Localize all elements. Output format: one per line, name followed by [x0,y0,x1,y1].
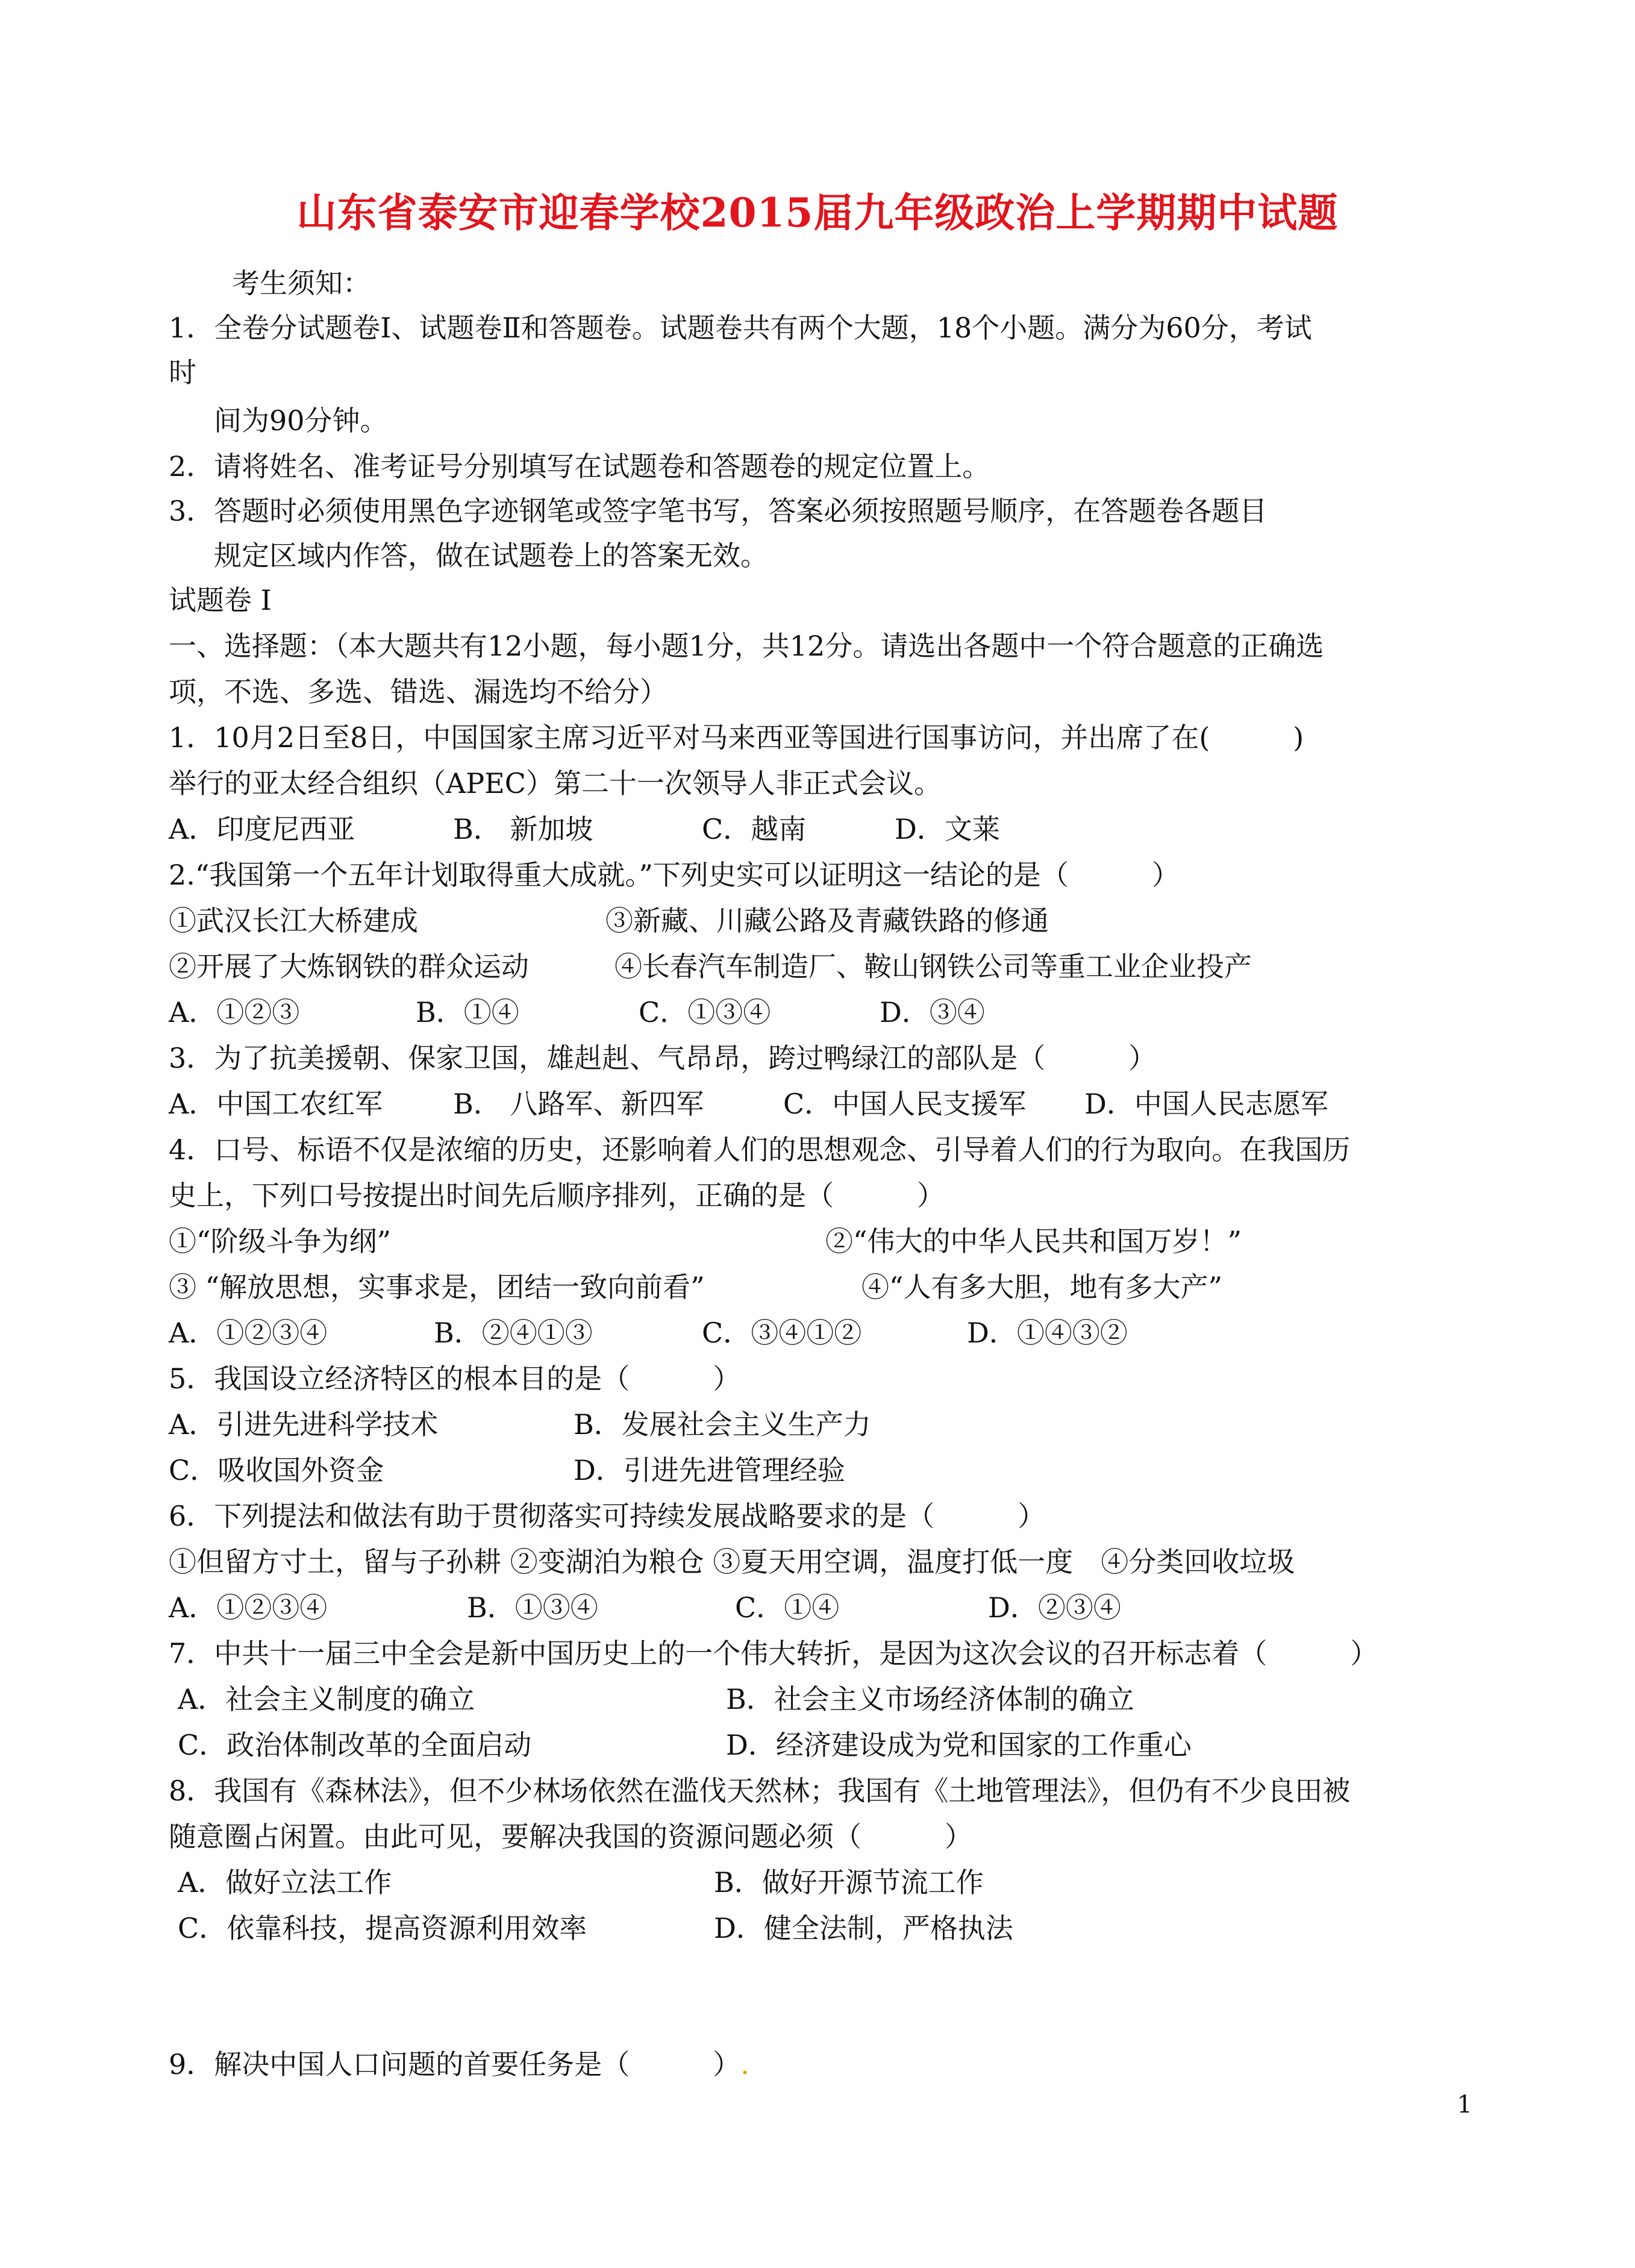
question-2-statement-3: ③新藏、川藏公路及青藏铁路的修通 [605,904,1049,937]
question-3-option-a: A．中国工农红军 [169,1088,383,1120]
question-9-stem [169,2046,749,2082]
question-4-stem-cont: 史上，下列口号按提出时间先后顺序排列，正确的是（ ） [169,1179,945,1212]
question-2-statement-2: ②开展了大炼钢铁的群众运动 [169,950,529,983]
notice-item-1-wrap: 时 [169,356,196,389]
question-4-statement-1: ①“阶级斗争为纲” [169,1225,392,1258]
question-8-stem-cont: 随意圈占闲置。由此可见，要解决我国的资源问题必须（ ） [169,1820,972,1853]
question-2-stem: 2.“我国第一个五年计划取得重大成就。”下列史实可以证明这一结论的是（ ） [169,859,1180,891]
question-7-stem: 7．中共十一届三中全会是新中国历史上的一个伟大转折，是因为这次会议的召开标志着（ ） [169,1637,1378,1670]
notice-item-2: 2．请将姓名、准考证号分别填写在试题卷和答题卷的规定位置上。 [169,450,990,483]
question-2-statement-4: ④长春汽车制造厂、鞍山钢铁公司等重工业企业投产 [614,950,1252,983]
question-6-option-c: C．①④ [735,1591,840,1624]
question-3-option-c: C．中国人民支援军 [783,1088,1027,1120]
question-2-option-b: B．①④ [416,996,519,1029]
question-4-statement-2: ②“伟大的中华人民共和国万岁！” [825,1225,1242,1258]
question-4-option-c: C．③④①② [702,1317,862,1349]
question-6-statements: ①但留方寸土，留与子孙耕 ②变湖泊为粮仓 ③夏天用空调，温度打低一度 ④分类回收垃圾 [169,1546,1295,1578]
question-4-stem: 4．口号、标语不仅是浓缩的历史，还影响着人们的思想观念、引导着人们的行为取向。在我国历 [169,1133,1351,1166]
question-7-option-a: A．社会主义制度的确立 [178,1683,475,1715]
question-6-option-a: A．①②③④ [169,1591,328,1624]
notice-heading: 考生须知： [232,267,370,299]
question-3-option-b: B． 八路军、新四军 [453,1088,704,1120]
question-8-option-d: D．健全法制，严格执法 [714,1912,1013,1944]
question-4-option-a: A．①②③④ [169,1317,328,1349]
question-6-option-b: B．①③④ [467,1591,598,1624]
question-5-option-c: C．吸收国外资金 [169,1454,384,1486]
question-4-statement-4: ④“人有多大胆，地有多大产” [861,1271,1223,1303]
stray-dot: . [740,2048,749,2081]
section-instructions: 一、选择题：（本大题共有12小题，每小题1分，共12分。请选出各题中一个符合题意的正确选 [169,630,1324,662]
question-1-stem-cont: 举行的亚太经合组织（APEC）第二十一次领导人非正式会议。 [169,767,942,800]
question-7-option-d: D．经济建设成为党和国家的工作重心 [726,1729,1192,1761]
question-2-option-d: D．③④ [880,996,985,1029]
notice-item-1-cont: 间为90分钟。 [214,404,388,437]
question-1-option-d: D．文莱 [895,813,1000,845]
question-1-option-a: A．印度尼西亚 [169,813,355,845]
question-8-option-b: B．做好开源节流工作 [714,1866,984,1899]
section-label: 试题卷 I [169,584,272,616]
question-3-stem: 3．为了抗美援朝、保家卫国，雄赳赳、气昂昂，跨过鸭绿江的部队是（ ） [169,1042,1157,1074]
question-1-option-b: B． 新加坡 [453,813,593,845]
question-9-text: 9．解决中国人口问题的首要任务是（ ） [169,2048,741,2081]
question-2-option-a: A．①②③ [169,996,300,1029]
question-7-option-b: B．社会主义市场经济体制的确立 [726,1683,1134,1715]
question-5-option-b: B．发展社会主义生产力 [574,1408,871,1441]
question-5-option-d: D．引进先进管理经验 [574,1454,845,1486]
question-5-option-a: A．引进先进科学技术 [169,1408,439,1441]
question-7-option-c: C．政治体制改革的全面启动 [178,1729,532,1761]
question-8-option-c: C．依靠科技，提高资源利用效率 [178,1912,587,1944]
notice-item-3: 3．答题时必须使用黑色字迹钢笔或签字笔书写，答案必须按照题号顺序，在答题卷各题目 [169,495,1268,527]
question-2-option-c: C．①③④ [639,996,771,1029]
question-1-option-c: C．越南 [702,813,807,845]
notice-item-3-cont: 规定区域内作答，做在试题卷上的答案无效。 [214,539,768,572]
notice-item-1: 1．全卷分试题卷Ⅰ、试题卷Ⅱ和答题卷。试题卷共有两个大题，18个小题。满分为60分，考试 [169,312,1312,344]
question-3-option-d: D．中国人民志愿军 [1084,1088,1328,1120]
question-4-option-b: B．②④①③ [434,1317,593,1349]
question-4-option-d: D．①④③② [967,1317,1128,1349]
question-6-option-d: D．②③④ [988,1591,1121,1624]
question-1-stem: 1．10月2日至8日，中国国家主席习近平对马来西亚等国进行国事访问，并出席了在( ) [169,721,1304,754]
page-title: 山东省泰安市迎春学校2015届九年级政治上学期期中试题 [296,189,1339,236]
question-8-option-a: A．做好立法工作 [178,1866,392,1899]
question-6-stem: 6．下列提法和做法有助于贯彻落实可持续发展战略要求的是（ ） [169,1500,1046,1532]
question-2-statement-1: ①武汉长江大桥建成 [169,904,418,937]
question-5-stem: 5．我国设立经济特区的根本目的是（ ） [169,1362,741,1395]
page-number: 1 [1457,2091,1472,2119]
question-4-statement-3: ③ “解放思想，实事求是，团结一致向前看” [169,1271,705,1303]
section-instructions-cont: 项，不选、多选、错选、漏选均不给分） [169,675,667,708]
question-8-stem: 8．我国有《森林法》，但不少林场依然在滥伐天然林；我国有《土地管理法》，但仍有不少良田被 [169,1775,1351,1807]
